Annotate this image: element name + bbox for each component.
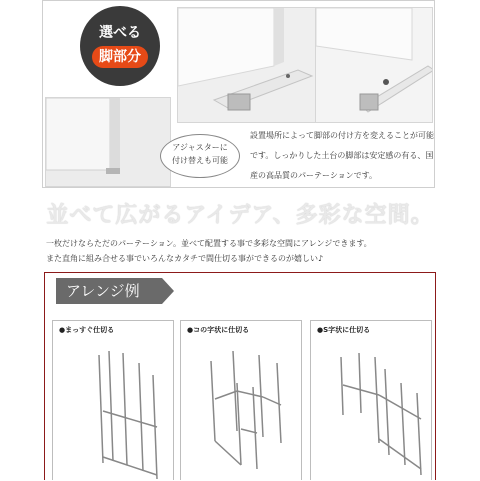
straight-partition-diagram [53, 339, 175, 481]
headline: 並べて広がるアイデア、多彩な空間。 [46, 203, 434, 228]
arrange-card-straight [52, 320, 174, 480]
adjuster-callout [160, 134, 240, 178]
u-shape-partition-diagram [181, 339, 303, 481]
adjuster-foot-photo [45, 97, 171, 187]
base-foot-photo [315, 7, 433, 123]
arrange-card-s-shape [310, 320, 432, 480]
adjuster-callout-line-2: 付け替えも可能 [172, 156, 228, 165]
arrange-title-arrow [162, 278, 174, 304]
arrange-title: アレンジ例 [56, 278, 162, 304]
intro-line-1: 一枚だけならただのパーテーション。並べて配置する事で多彩な空間にアレンジできます。 [46, 239, 372, 248]
top-description: 設置場所によって脚部の付け方を変えることが可能です。しっかりした土台の脚部は安定感の有る、国産の高品質のパーテーションです。 [250, 131, 434, 180]
panel-edge-illustration [46, 98, 171, 187]
badge-line-1: 選べる [99, 25, 141, 41]
arrange-card-label: ●まっすぐ仕切る [59, 326, 115, 334]
intro-line-2: また直角に組み合せる事でいろんなカタチで間仕切る事ができるのが嬉しい♪ [46, 254, 324, 263]
adjuster-callout-line-1: アジャスターに [172, 143, 228, 152]
panel-base-illustration [316, 8, 433, 123]
arrange-card-label: ●S字状に仕切る [317, 326, 371, 334]
selectable-legs-badge [80, 6, 160, 86]
arrange-card-u-shape [180, 320, 302, 480]
intro-text [46, 236, 446, 266]
badge-line-2: 脚部分 [92, 46, 148, 68]
arrange-card-label: ●コの字状に仕切る [187, 326, 250, 334]
s-shape-partition-diagram [311, 339, 433, 481]
